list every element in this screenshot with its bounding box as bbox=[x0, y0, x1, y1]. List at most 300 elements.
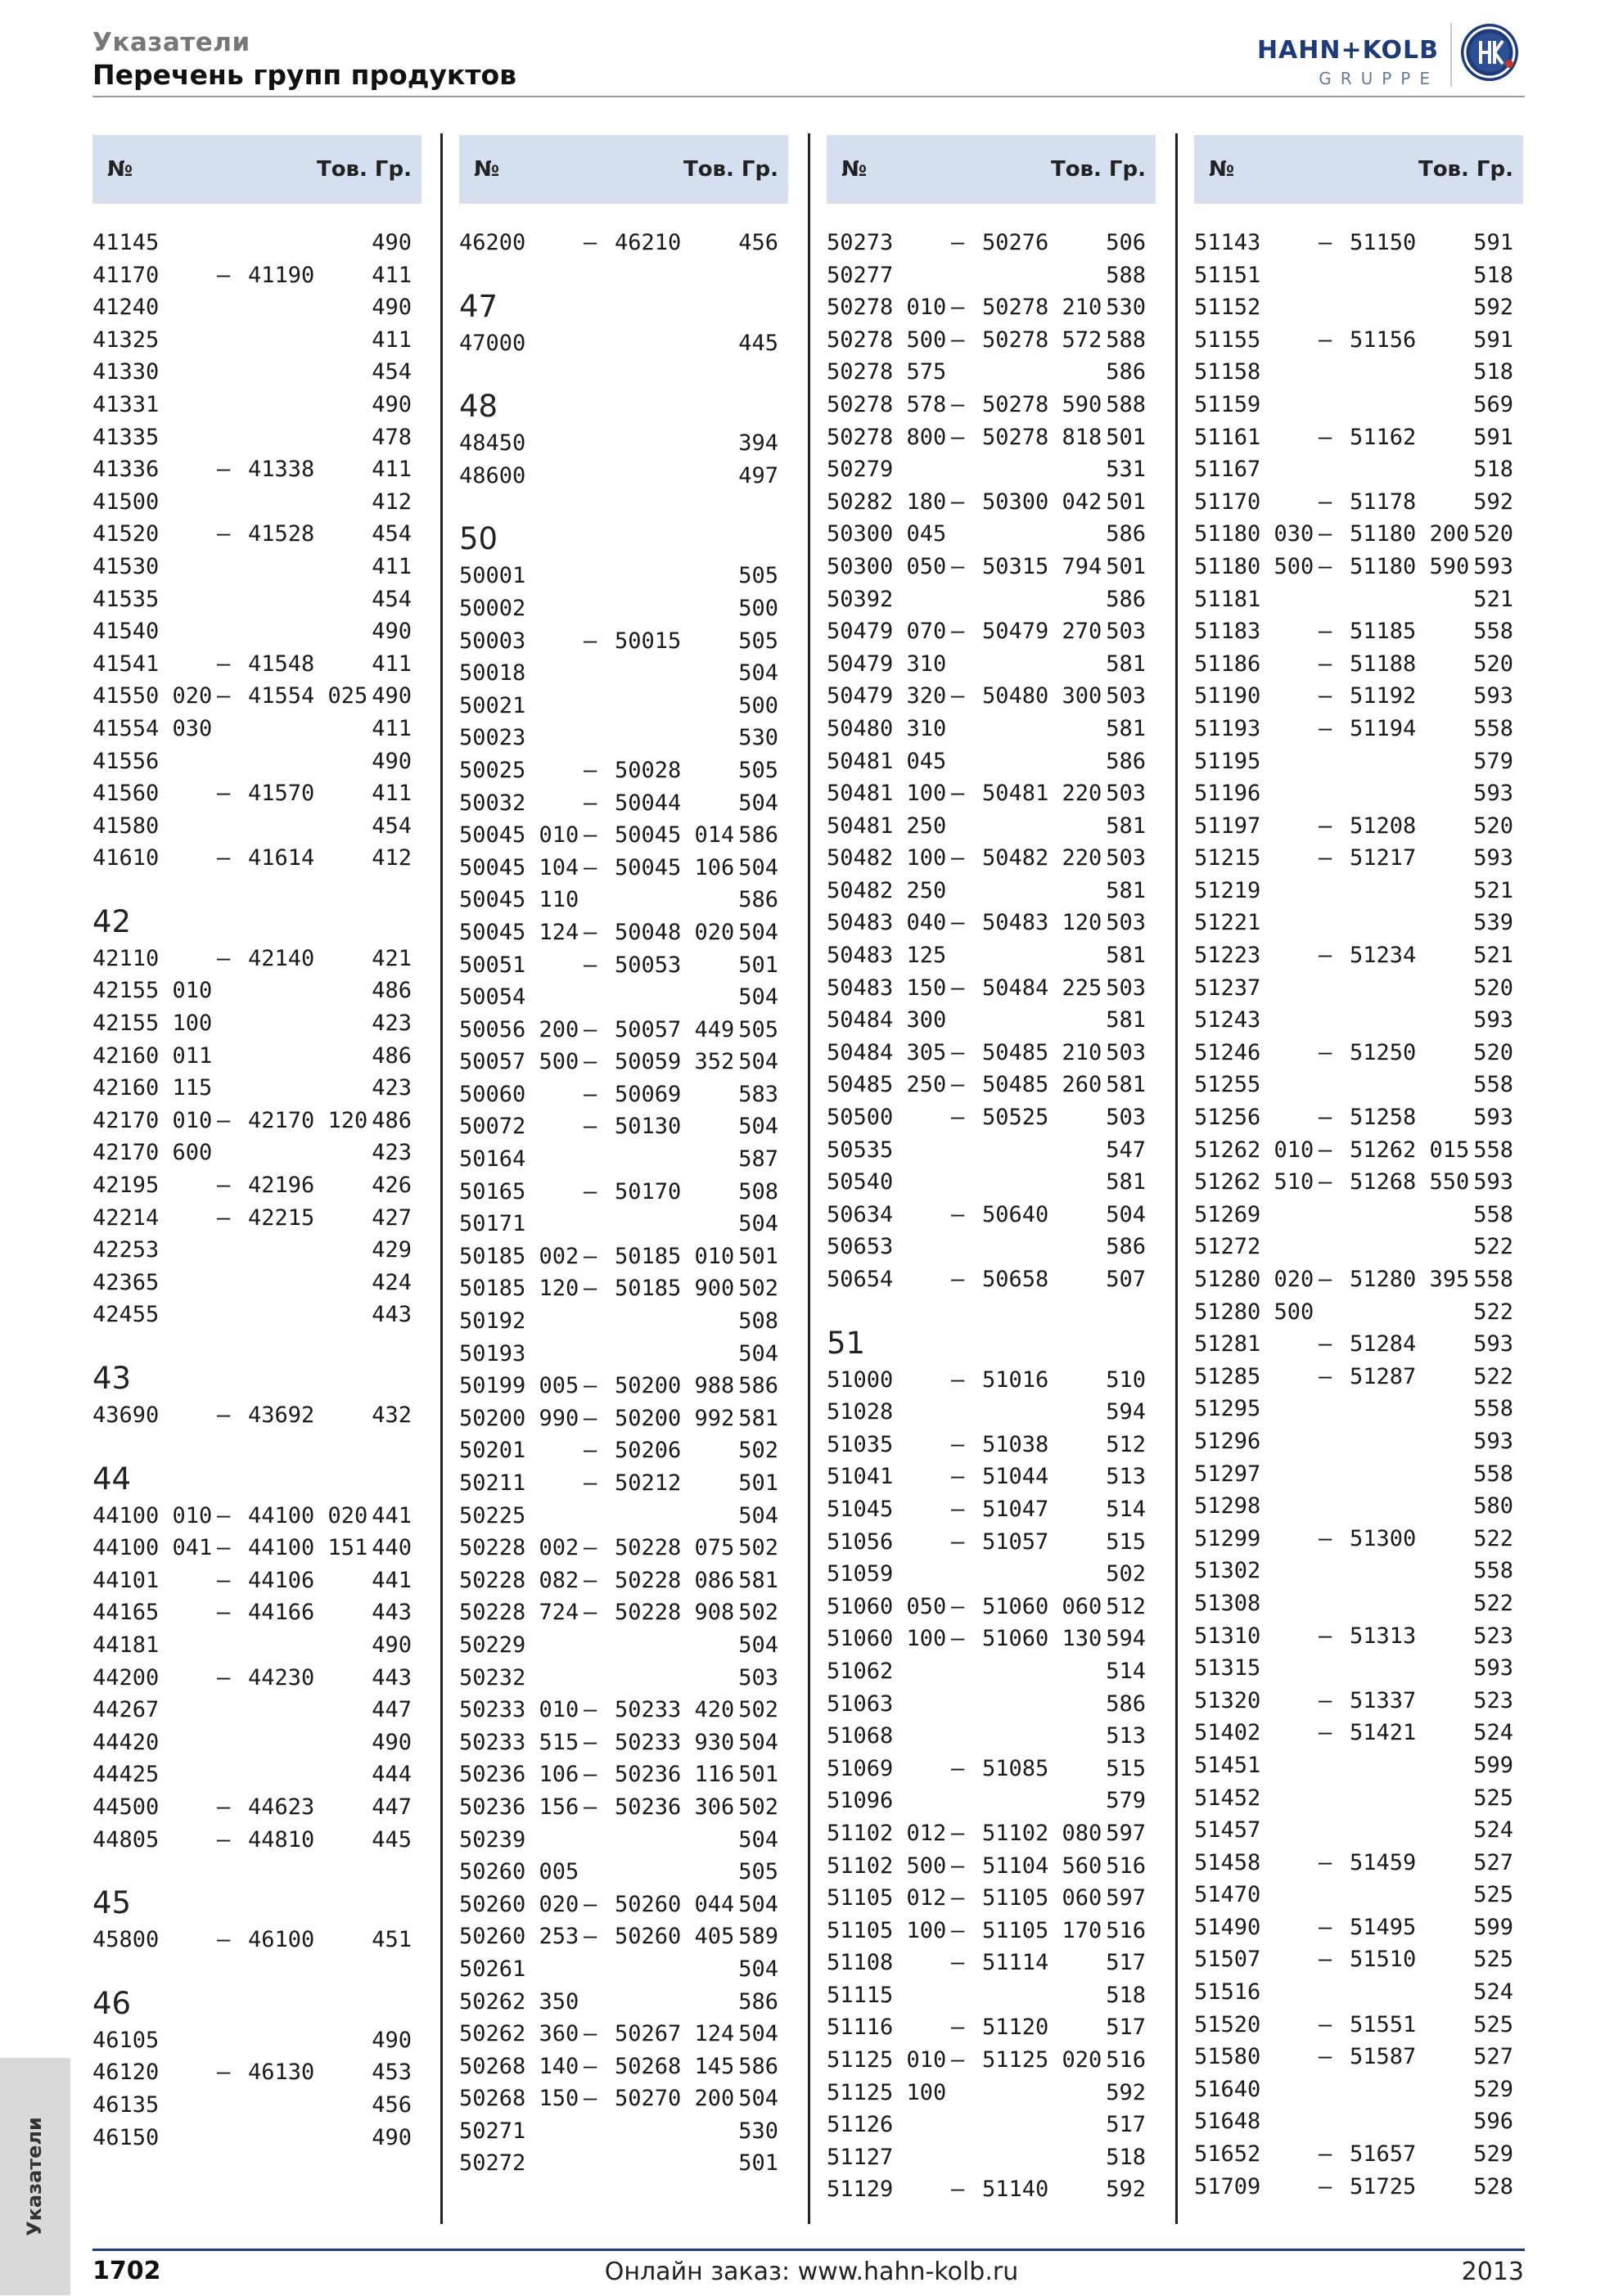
range-dash: – bbox=[1319, 424, 1332, 450]
range-dash: – bbox=[951, 1366, 965, 1393]
section-heading bbox=[92, 1432, 422, 1500]
column-body bbox=[827, 227, 1156, 2206]
index-row bbox=[459, 884, 788, 916]
article-to: 51208 bbox=[1350, 813, 1417, 839]
article-from: 50211 bbox=[459, 1470, 526, 1496]
article-to: 50481 220 bbox=[982, 781, 1102, 807]
index-row bbox=[827, 1429, 1156, 1461]
index-row bbox=[459, 1727, 788, 1759]
section-number: 45 bbox=[92, 1885, 132, 1921]
index-row bbox=[459, 1889, 788, 1921]
article-from: 42110 bbox=[92, 945, 160, 971]
article-from: 51507 bbox=[1194, 1947, 1261, 1973]
range-dash: – bbox=[584, 822, 597, 849]
index-row bbox=[827, 1623, 1156, 1655]
article-to: 50048 020 bbox=[615, 919, 735, 945]
product-group: 411 bbox=[372, 781, 412, 807]
article-from: 44100 010 bbox=[92, 1502, 213, 1528]
product-group: 517 bbox=[1106, 2015, 1146, 2041]
article-to: 50658 bbox=[982, 1267, 1049, 1292]
article-to: 42140 bbox=[248, 945, 315, 971]
article-to: 44810 bbox=[248, 1826, 315, 1853]
article-from: 41325 bbox=[92, 326, 160, 353]
product-group: 522 bbox=[1473, 1299, 1513, 1325]
article-to: 41554 025 bbox=[248, 683, 368, 709]
product-group: 443 bbox=[372, 1664, 412, 1690]
product-group: 523 bbox=[1473, 1623, 1513, 1649]
product-group: 516 bbox=[1106, 1853, 1146, 1879]
index-row bbox=[459, 427, 788, 460]
index-row bbox=[1194, 972, 1523, 1005]
article-to: 51104 560 bbox=[982, 1853, 1102, 1879]
product-group: 520 bbox=[1473, 1039, 1513, 1065]
product-group: 456 bbox=[372, 2091, 412, 2118]
article-from: 51262 010 bbox=[1194, 1137, 1314, 1163]
index-row bbox=[827, 1720, 1156, 1753]
index-row bbox=[1194, 518, 1523, 551]
range-dash: – bbox=[951, 619, 965, 645]
product-group: 593 bbox=[1473, 1428, 1513, 1454]
range-dash: – bbox=[217, 1204, 231, 1231]
article-to: 50015 bbox=[615, 628, 682, 654]
section-number: 43 bbox=[92, 1361, 132, 1396]
index-row bbox=[459, 1564, 788, 1597]
article-from: 51457 bbox=[1194, 1817, 1261, 1844]
product-group: 503 bbox=[1106, 910, 1146, 936]
section-number: 50 bbox=[459, 521, 498, 557]
index-row bbox=[92, 842, 422, 875]
product-group: 593 bbox=[1473, 1331, 1513, 1357]
article-to: 51188 bbox=[1350, 651, 1417, 677]
article-from: 50239 bbox=[459, 1826, 526, 1853]
product-group: 581 bbox=[1106, 1007, 1146, 1033]
product-group: 586 bbox=[1106, 521, 1146, 547]
product-group: 593 bbox=[1473, 845, 1513, 871]
article-from: 44100 041 bbox=[92, 1535, 213, 1561]
hahn-kolb-logo bbox=[1234, 18, 1531, 92]
article-to: 50053 bbox=[615, 952, 682, 978]
article-from: 44805 bbox=[92, 1826, 160, 1853]
product-group: 583 bbox=[738, 1081, 778, 1107]
range-dash: – bbox=[1319, 553, 1332, 579]
article-from: 50483 125 bbox=[827, 943, 947, 969]
range-dash: – bbox=[1319, 845, 1332, 871]
product-group: 454 bbox=[372, 521, 412, 547]
section-heading bbox=[92, 1856, 422, 1924]
article-from: 50279 bbox=[827, 457, 894, 483]
index-row bbox=[92, 2089, 422, 2122]
range-dash: – bbox=[1319, 1525, 1332, 1551]
article-from: 50540 bbox=[827, 1169, 894, 1195]
article-from: 51105 012 bbox=[827, 1885, 947, 1911]
product-group: 581 bbox=[738, 1567, 778, 1593]
product-group: 411 bbox=[372, 553, 412, 579]
product-group: 412 bbox=[372, 488, 412, 515]
article-to: 51459 bbox=[1350, 1849, 1417, 1875]
index-row bbox=[827, 875, 1156, 907]
product-group: 586 bbox=[738, 1373, 778, 1399]
range-dash: – bbox=[217, 521, 231, 547]
product-group: 503 bbox=[1106, 683, 1146, 709]
index-row bbox=[1194, 2009, 1523, 2042]
article-to: 50044 bbox=[615, 790, 682, 816]
column-divider bbox=[440, 133, 443, 2224]
product-group: 486 bbox=[372, 1042, 412, 1069]
article-from: 50484 300 bbox=[827, 1007, 947, 1033]
index-row bbox=[459, 227, 788, 259]
article-to: 51495 bbox=[1350, 1914, 1417, 1940]
product-group: 558 bbox=[1473, 1201, 1513, 1227]
header-group-label: Тов. Гр. bbox=[1418, 157, 1513, 182]
column-body bbox=[92, 227, 422, 2154]
article-from: 50236 106 bbox=[459, 1762, 579, 1788]
product-group: 514 bbox=[1106, 1658, 1146, 1684]
index-row bbox=[92, 2056, 422, 2089]
article-from: 50272 bbox=[459, 2150, 526, 2177]
article-from: 50300 045 bbox=[827, 521, 947, 547]
side-tab-label: Указатели bbox=[23, 2117, 46, 2236]
article-to: 50185 900 bbox=[615, 1276, 735, 1302]
logo-subtitle: GRUPPE bbox=[1319, 69, 1439, 88]
range-dash: – bbox=[1319, 2011, 1332, 2037]
product-group: 486 bbox=[372, 978, 412, 1004]
product-group: 593 bbox=[1473, 1169, 1513, 1195]
product-group: 515 bbox=[1106, 1528, 1146, 1555]
article-from: 51060 100 bbox=[827, 1626, 947, 1652]
range-dash: – bbox=[584, 952, 597, 978]
product-group: 504 bbox=[738, 854, 778, 880]
index-row bbox=[92, 615, 422, 648]
index-row bbox=[827, 1947, 1156, 1979]
article-from: 51129 bbox=[827, 2177, 894, 2203]
index-row bbox=[92, 1532, 422, 1564]
index-row bbox=[459, 1402, 788, 1435]
index-row bbox=[459, 2115, 788, 2148]
article-from: 50025 bbox=[459, 757, 526, 783]
index-row bbox=[459, 657, 788, 690]
article-to: 51194 bbox=[1350, 715, 1417, 741]
index-row bbox=[1194, 1976, 1523, 2009]
article-from: 50045 010 bbox=[459, 822, 579, 849]
index-row bbox=[1194, 1555, 1523, 1587]
index-row bbox=[827, 1979, 1156, 2012]
product-group: 525 bbox=[1473, 1785, 1513, 1811]
index-row bbox=[1194, 389, 1523, 421]
product-group: 443 bbox=[372, 1600, 412, 1626]
logo-separator bbox=[1450, 23, 1452, 87]
online-order-text: Онлайн заказ: www.hahn-kolb.ru bbox=[604, 2258, 1019, 2286]
range-dash: – bbox=[217, 1826, 231, 1853]
index-row bbox=[827, 648, 1156, 681]
product-group: 520 bbox=[1473, 521, 1513, 547]
index-row bbox=[92, 1202, 422, 1235]
article-to: 50278 590 bbox=[982, 391, 1102, 417]
index-row bbox=[459, 1856, 788, 1889]
range-dash: – bbox=[217, 457, 231, 483]
article-from: 44101 bbox=[92, 1567, 160, 1593]
index-row bbox=[459, 754, 788, 787]
header-number-label: № bbox=[107, 157, 133, 182]
product-group: 504 bbox=[738, 1502, 778, 1528]
article-to: 51114 bbox=[982, 1950, 1049, 1976]
product-group: 591 bbox=[1473, 424, 1513, 450]
product-group: 510 bbox=[1106, 1366, 1146, 1393]
index-row bbox=[459, 1920, 788, 1953]
article-from: 50653 bbox=[827, 1234, 894, 1260]
header-number-label: № bbox=[474, 157, 500, 182]
article-from: 51115 bbox=[827, 1982, 894, 2008]
article-from: 51028 bbox=[827, 1399, 894, 1425]
product-group: 507 bbox=[1106, 1267, 1146, 1292]
article-from: 41556 bbox=[92, 748, 160, 774]
index-row bbox=[827, 1101, 1156, 1134]
index-row bbox=[92, 259, 422, 292]
index-row bbox=[92, 1824, 422, 1857]
range-dash: – bbox=[1319, 2173, 1332, 2199]
product-group: 521 bbox=[1473, 877, 1513, 903]
product-group: 592 bbox=[1473, 295, 1513, 321]
index-row bbox=[92, 583, 422, 616]
product-group: 588 bbox=[1106, 326, 1146, 353]
range-dash: – bbox=[584, 1276, 597, 1302]
product-group: 478 bbox=[372, 424, 412, 450]
article-to: 50482 220 bbox=[982, 845, 1102, 871]
index-row bbox=[92, 1399, 422, 1432]
index-row bbox=[92, 1694, 422, 1727]
product-group: 454 bbox=[372, 586, 412, 612]
product-group: 599 bbox=[1473, 1752, 1513, 1778]
index-row bbox=[1194, 1847, 1523, 1880]
article-from: 44200 bbox=[92, 1664, 160, 1690]
index-row bbox=[1194, 356, 1523, 389]
product-group: 426 bbox=[372, 1173, 412, 1199]
article-to: 50236 306 bbox=[615, 1794, 735, 1820]
article-to: 50315 794 bbox=[982, 553, 1102, 579]
article-to: 51057 bbox=[982, 1528, 1049, 1555]
product-group: 504 bbox=[738, 2021, 778, 2047]
section-heading bbox=[92, 1331, 422, 1399]
article-from: 50164 bbox=[459, 1146, 526, 1173]
range-dash: – bbox=[951, 488, 965, 515]
index-row bbox=[92, 1758, 422, 1791]
index-row bbox=[827, 1231, 1156, 1263]
index-row bbox=[1194, 1393, 1523, 1425]
product-group: 490 bbox=[372, 619, 412, 645]
article-to: 46210 bbox=[615, 230, 682, 255]
index-row bbox=[1194, 2041, 1523, 2073]
range-dash: – bbox=[951, 1528, 965, 1555]
product-group: 586 bbox=[738, 887, 778, 913]
range-dash: – bbox=[584, 1600, 597, 1626]
article-from: 44267 bbox=[92, 1697, 160, 1723]
article-from: 51069 bbox=[827, 1755, 894, 1781]
index-row bbox=[1194, 907, 1523, 939]
article-from: 41580 bbox=[92, 813, 160, 839]
article-from: 50200 990 bbox=[459, 1405, 579, 1431]
range-dash: – bbox=[951, 1917, 965, 1943]
index-row bbox=[92, 975, 422, 1007]
index-row bbox=[1194, 1911, 1523, 1944]
product-group: 586 bbox=[1106, 1234, 1146, 1260]
product-group: 502 bbox=[738, 1535, 778, 1561]
index-row bbox=[92, 648, 422, 681]
article-from: 51246 bbox=[1194, 1039, 1261, 1065]
article-to: 50206 bbox=[615, 1438, 682, 1464]
range-dash: – bbox=[951, 1755, 965, 1781]
article-to: 44100 020 bbox=[248, 1502, 368, 1528]
article-from: 42195 bbox=[92, 1173, 160, 1199]
index-row bbox=[827, 745, 1156, 778]
index-row bbox=[92, 1662, 422, 1695]
product-group: 594 bbox=[1106, 1399, 1146, 1425]
article-to: 51287 bbox=[1350, 1363, 1417, 1389]
index-row bbox=[459, 327, 788, 360]
article-from: 44165 bbox=[92, 1600, 160, 1626]
product-group: 411 bbox=[372, 715, 412, 741]
article-from: 51458 bbox=[1194, 1849, 1261, 1875]
article-from: 50278 500 bbox=[827, 326, 947, 353]
product-group: 503 bbox=[738, 1664, 778, 1690]
product-group: 423 bbox=[372, 1011, 412, 1037]
index-row bbox=[1194, 1263, 1523, 1296]
product-group: 522 bbox=[1473, 1590, 1513, 1616]
article-to: 50480 300 bbox=[982, 683, 1102, 709]
range-dash: – bbox=[1319, 619, 1332, 645]
product-group: 502 bbox=[738, 1438, 778, 1464]
index-row bbox=[1194, 291, 1523, 324]
article-to: 51140 bbox=[982, 2177, 1049, 2203]
product-group: 454 bbox=[372, 359, 412, 385]
product-group: 599 bbox=[1473, 1914, 1513, 1940]
article-from: 41240 bbox=[92, 295, 160, 321]
index-row bbox=[1194, 1652, 1523, 1685]
range-dash: – bbox=[1319, 715, 1332, 741]
product-group: 594 bbox=[1106, 1626, 1146, 1652]
section-number: 48 bbox=[459, 389, 498, 425]
header-number-label: № bbox=[841, 157, 868, 182]
article-from: 51060 050 bbox=[827, 1593, 947, 1619]
article-to: 42215 bbox=[248, 1204, 315, 1231]
article-to: 41570 bbox=[248, 781, 315, 807]
article-from: 50278 010 bbox=[827, 295, 947, 321]
article-from: 50654 bbox=[827, 1267, 894, 1292]
index-row bbox=[92, 227, 422, 259]
article-from: 51170 bbox=[1194, 488, 1261, 515]
article-to: 51150 bbox=[1350, 230, 1417, 255]
index-row bbox=[459, 625, 788, 658]
range-dash: – bbox=[217, 1535, 231, 1561]
article-to: 51258 bbox=[1350, 1105, 1417, 1131]
index-row bbox=[827, 615, 1156, 648]
article-from: 51195 bbox=[1194, 748, 1261, 774]
article-from: 41541 bbox=[92, 651, 160, 677]
product-group: 503 bbox=[1106, 845, 1146, 871]
range-dash: – bbox=[951, 1853, 965, 1879]
article-from: 50192 bbox=[459, 1308, 526, 1335]
range-dash: – bbox=[584, 1891, 597, 1917]
range-dash: – bbox=[584, 1697, 597, 1723]
product-group: 581 bbox=[1106, 877, 1146, 903]
product-group: 524 bbox=[1473, 1817, 1513, 1844]
index-row bbox=[1194, 227, 1523, 259]
article-from: 50228 082 bbox=[459, 1567, 579, 1593]
article-from: 50479 320 bbox=[827, 683, 947, 709]
article-from: 51068 bbox=[827, 1723, 894, 1749]
article-from: 50199 005 bbox=[459, 1373, 579, 1399]
article-from: 50482 100 bbox=[827, 845, 947, 871]
article-from: 50500 bbox=[827, 1105, 894, 1131]
product-group: 504 bbox=[738, 1049, 778, 1075]
range-dash: – bbox=[584, 1243, 597, 1269]
product-group: 504 bbox=[1106, 1201, 1146, 1227]
range-dash: – bbox=[951, 2015, 965, 2041]
product-group: 569 bbox=[1473, 391, 1513, 417]
article-from: 42155 100 bbox=[92, 1011, 213, 1037]
article-from: 51255 bbox=[1194, 1072, 1261, 1098]
index-row bbox=[459, 690, 788, 723]
range-dash: – bbox=[951, 845, 965, 871]
article-from: 51652 bbox=[1194, 2141, 1261, 2168]
index-row bbox=[827, 518, 1156, 551]
article-to: 51044 bbox=[982, 1464, 1049, 1490]
article-from: 50262 350 bbox=[459, 1988, 579, 2015]
product-group: 490 bbox=[372, 1729, 412, 1755]
article-from: 51161 bbox=[1194, 424, 1261, 450]
product-group: 505 bbox=[738, 757, 778, 783]
product-group: 522 bbox=[1473, 1234, 1513, 1260]
article-from: 50485 250 bbox=[827, 1072, 947, 1098]
index-row bbox=[92, 1040, 422, 1073]
article-to: 50270 200 bbox=[615, 2086, 735, 2112]
index-row bbox=[92, 1007, 422, 1040]
article-from: 51193 bbox=[1194, 715, 1261, 741]
article-from: 41540 bbox=[92, 619, 160, 645]
article-from: 42365 bbox=[92, 1269, 160, 1295]
article-from: 50201 bbox=[459, 1438, 526, 1464]
article-from: 51152 bbox=[1194, 295, 1261, 321]
column-divider bbox=[808, 133, 810, 2224]
product-group: 517 bbox=[1106, 2112, 1146, 2138]
range-dash: – bbox=[217, 1664, 231, 1690]
article-to: 51105 060 bbox=[982, 1885, 1102, 1911]
article-to: 51313 bbox=[1350, 1623, 1417, 1649]
product-group: 503 bbox=[1106, 975, 1146, 1001]
index-row bbox=[1194, 713, 1523, 745]
index-row bbox=[1194, 583, 1523, 616]
index-row bbox=[92, 777, 422, 810]
range-dash: – bbox=[217, 1402, 231, 1428]
article-from: 51158 bbox=[1194, 359, 1261, 385]
product-group: 518 bbox=[1473, 262, 1513, 288]
index-row bbox=[459, 2082, 788, 2115]
product-group: 593 bbox=[1473, 1007, 1513, 1033]
article-to: 51060 060 bbox=[982, 1593, 1102, 1619]
article-from: 50018 bbox=[459, 660, 526, 687]
article-from: 42170 010 bbox=[92, 1107, 213, 1133]
product-group: 513 bbox=[1106, 1464, 1146, 1490]
product-group: 421 bbox=[372, 945, 412, 971]
product-group: 501 bbox=[738, 2150, 778, 2177]
product-group: 490 bbox=[372, 295, 412, 321]
index-row bbox=[92, 356, 422, 389]
product-group: 581 bbox=[1106, 715, 1146, 741]
product-group: 490 bbox=[372, 230, 412, 255]
range-dash: – bbox=[217, 1173, 231, 1199]
article-from: 51045 bbox=[827, 1496, 894, 1522]
article-from: 50060 bbox=[459, 1081, 526, 1107]
product-group: 547 bbox=[1106, 1137, 1146, 1163]
product-group: 597 bbox=[1106, 1820, 1146, 1846]
